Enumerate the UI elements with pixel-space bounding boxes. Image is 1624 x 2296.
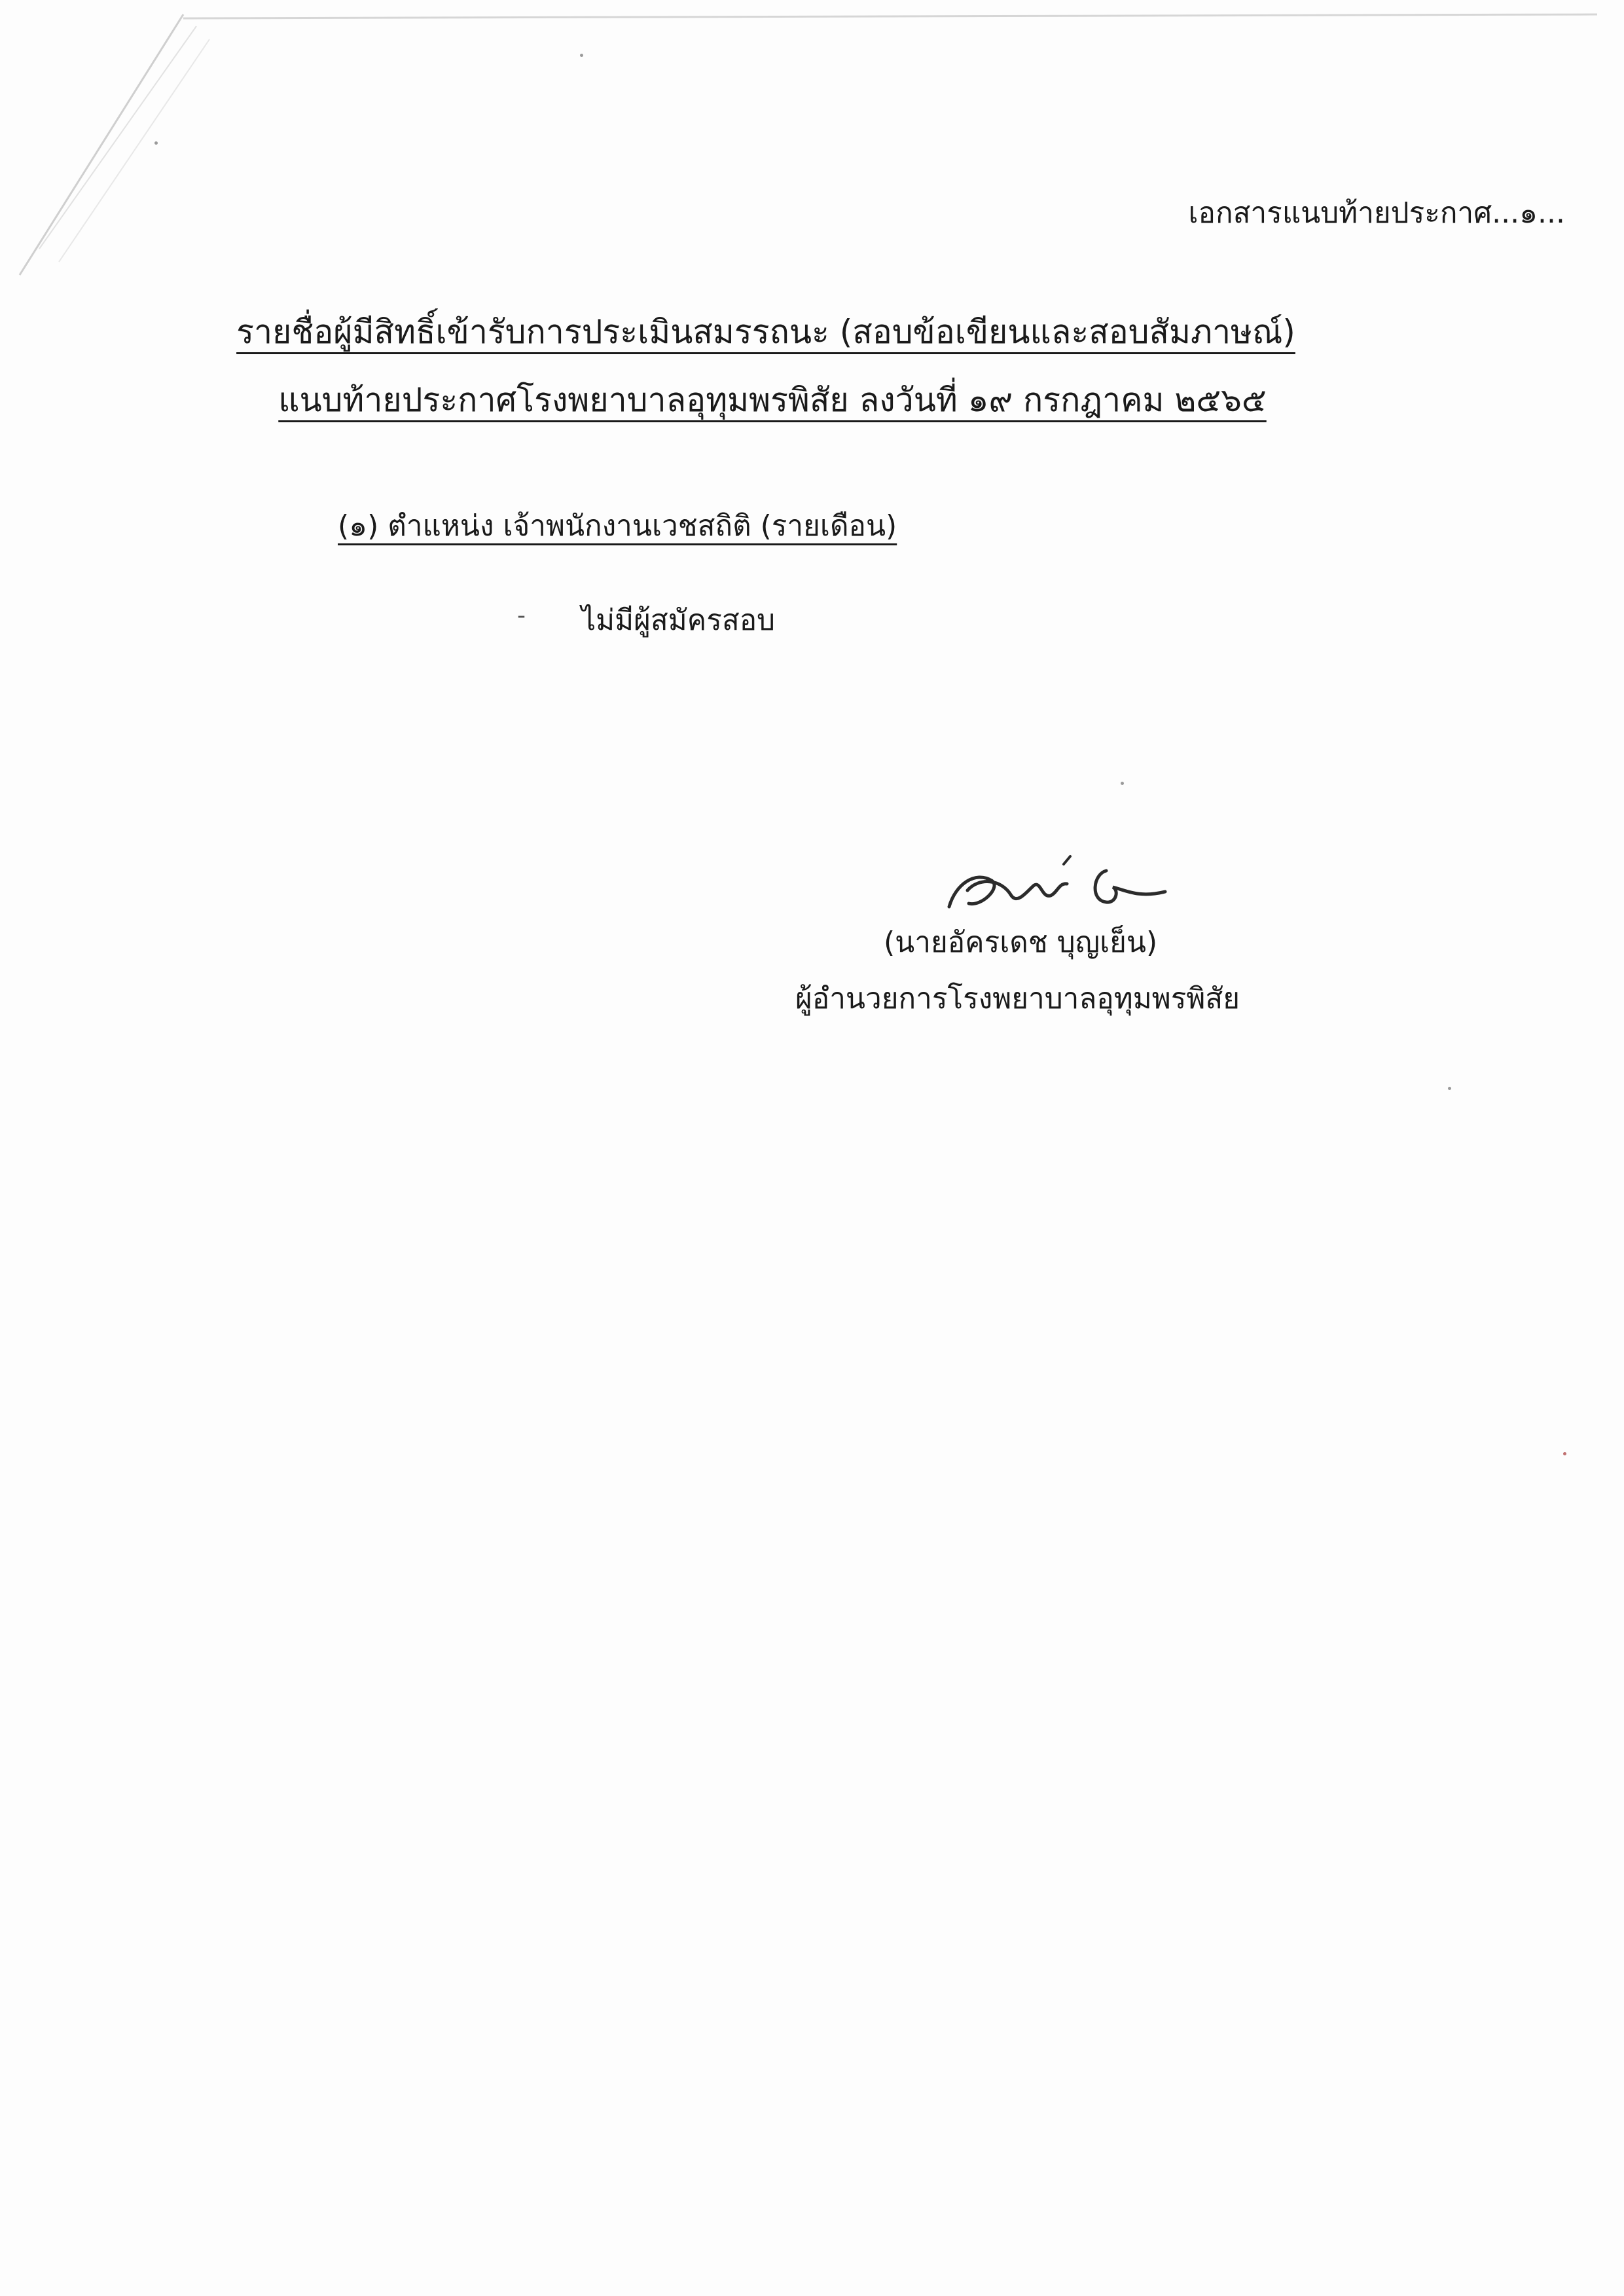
position-heading xyxy=(338,503,897,549)
document-title-line-2 xyxy=(118,374,1427,426)
scan-speck xyxy=(1121,782,1124,785)
no-applicants-text: ไม่มีผู้สมัครสอบ xyxy=(581,604,776,637)
list-dash: - xyxy=(517,602,526,629)
scan-speck xyxy=(580,54,583,57)
scan-speck xyxy=(1563,1452,1566,1455)
scan-speck xyxy=(1448,1087,1451,1090)
position-heading-text: (๑) ตำแหน่ง เจ้าพนักงานเวชสถิติ (รายเดือน) xyxy=(338,509,897,543)
handwritten-signature xyxy=(929,845,1178,930)
signer-name: (นายอัครเดช บุญเย็น) xyxy=(884,926,1158,959)
title-line-1-text: รายชื่อผู้มีสิทธิ์เข้ารับการประเมินสมรรถนะ (สอบข้อเขียนและสอบสัมภาษณ์) xyxy=(236,313,1295,351)
signer-title: ผู้อำนวยการโรงพยาบาลอุทุมพรพิสัย xyxy=(795,982,1240,1015)
attachment-reference: เอกสารแนบท้ายประกาศ...๑... xyxy=(1188,196,1565,230)
scan-speck xyxy=(154,141,158,145)
title-line-2-text: แนบท้ายประกาศโรงพยาบาลอุทุมพรพิสัย ลงวันที่ ๑๙ กรกฎาคม ๒๕๖๕ xyxy=(278,381,1267,419)
document-title-line-1 xyxy=(111,306,1420,358)
